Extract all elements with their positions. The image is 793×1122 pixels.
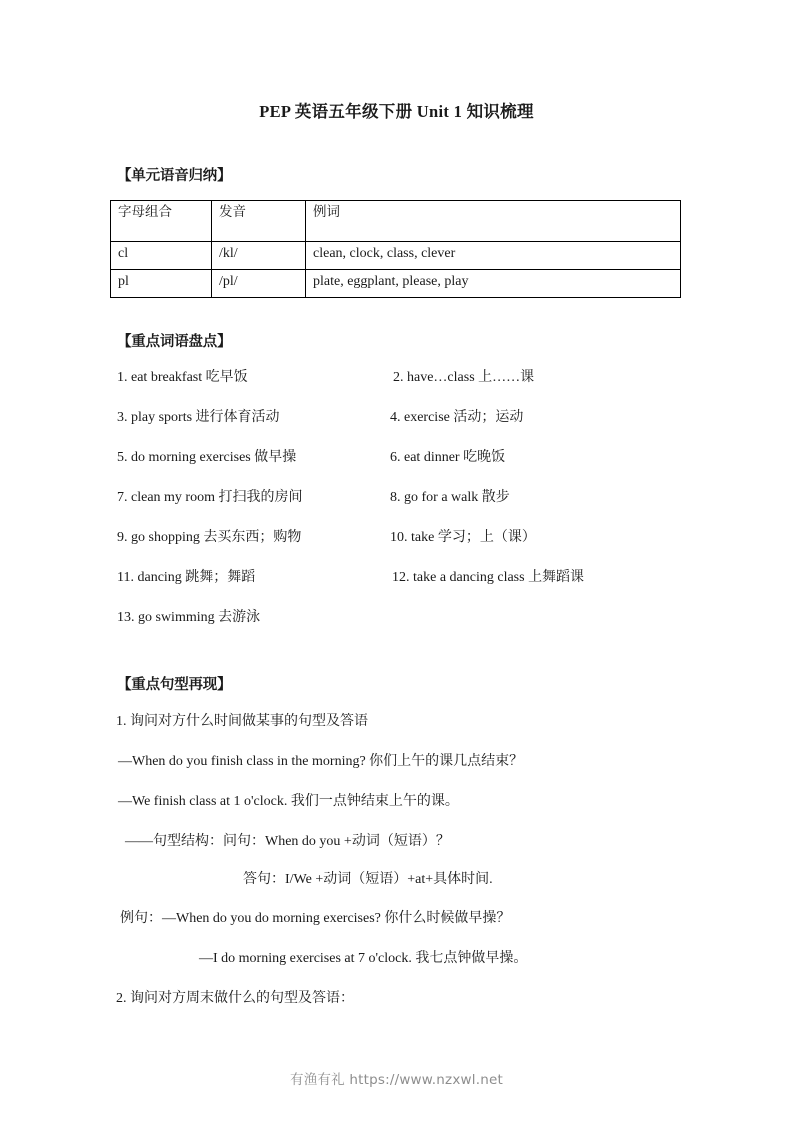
table-cell-pronunciation: /pl/ xyxy=(212,270,306,298)
list-item: 11. dancing 跳舞；舞蹈 xyxy=(117,570,256,585)
table-cell-letters: cl xyxy=(111,242,212,270)
list-item: 2. have…class 上……课 xyxy=(393,370,535,385)
footer-watermark: 有渔有礼 https://www.nzxwl.net xyxy=(290,1072,503,1088)
list-item: 1. eat breakfast 吃早饭 xyxy=(117,370,248,385)
vocabulary-row xyxy=(0,450,793,490)
section-heading-phonics: 【单元语音归纳】 xyxy=(117,168,232,184)
list-item: 3. play sports 进行体育活动 xyxy=(117,410,280,425)
vocabulary-row xyxy=(0,410,793,450)
sentence-question-line: —When do you finish class in the morning? 你们上午的课几点结束？ xyxy=(118,754,524,769)
list-item: 13. go swimming 去游泳 xyxy=(117,610,261,625)
list-item: 6. eat dinner 吃晚饭 xyxy=(390,450,506,465)
list-item: 4. exercise 活动；运动 xyxy=(390,410,524,425)
vocabulary-list xyxy=(0,370,793,650)
sentence-answer-line: —We finish class at 1 o'clock. 我们一点钟结束上午的课。 xyxy=(118,794,459,809)
page-title: PEP 英语五年级下册 Unit 1 知识梳理 xyxy=(259,102,534,121)
sentence-structure-answer: 答句：I/We +动词（短语）+at+具体时间. xyxy=(243,872,493,887)
sentence-structure-question: ——句型结构：问句：When do you +动词（短语）？ xyxy=(125,834,450,849)
vocabulary-row xyxy=(0,530,793,570)
vocabulary-row xyxy=(0,610,793,650)
list-item: 9. go shopping 去买东西；购物 xyxy=(117,530,302,545)
sentence-pattern-item-2: 2. 询问对方周末做什么的句型及答语： xyxy=(116,991,354,1006)
phonics-table xyxy=(110,200,681,298)
table-cell-examples: plate, eggplant, please, play xyxy=(306,270,681,298)
table-cell-examples: clean, clock, class, clever xyxy=(306,242,681,270)
list-item: 8. go for a walk 散步 xyxy=(390,490,510,505)
table-row xyxy=(111,242,681,270)
table-row xyxy=(111,270,681,298)
section-heading-sentence-patterns: 【重点句型再现】 xyxy=(117,677,232,693)
section-heading-vocabulary: 【重点词语盘点】 xyxy=(117,334,232,350)
list-item: 7. clean my room 打扫我的房间 xyxy=(117,490,303,505)
table-header-row xyxy=(111,201,681,242)
sentence-pattern-item-1: 1. 询问对方什么时间做某事的句型及答语 xyxy=(116,714,368,729)
example-question-line: 例句：—When do you do morning exercises? 你什么时候做早操？ xyxy=(120,911,511,926)
table-cell-pronunciation: /kl/ xyxy=(212,242,306,270)
table-header-cell: 例词 xyxy=(306,201,681,242)
list-item: 12. take a dancing class 上舞蹈课 xyxy=(392,570,585,585)
list-item: 5. do morning exercises 做早操 xyxy=(117,450,297,465)
list-item: 10. take 学习；上（课） xyxy=(390,530,536,545)
vocabulary-row xyxy=(0,570,793,610)
vocabulary-row xyxy=(0,370,793,410)
example-answer-line: —I do morning exercises at 7 o'clock. 我七点钟做早操。 xyxy=(199,951,528,966)
vocabulary-row xyxy=(0,490,793,530)
table-cell-letters: pl xyxy=(111,270,212,298)
table-header-cell: 发音 xyxy=(212,201,306,242)
table-header-cell: 字母组合 xyxy=(111,201,212,242)
